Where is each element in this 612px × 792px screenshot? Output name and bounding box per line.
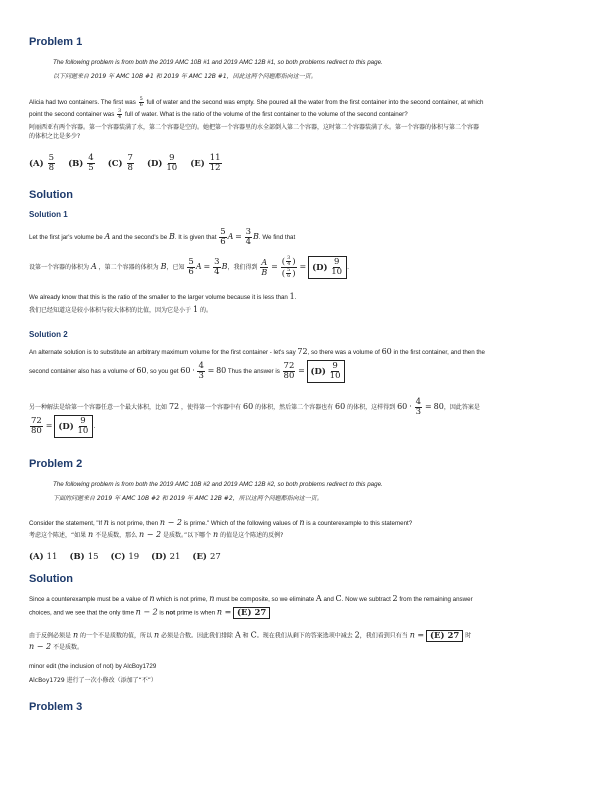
problem-2-choices [29, 552, 233, 562]
stmt-text: full of water and the second was empty. She poured all the water from the first container into the second container, at which [146, 99, 484, 107]
stmt-text: full of water. What is the ratio of the volume of the first container to the volume of the second container? [124, 111, 408, 119]
problem-2-solution-line2: choices, and we see that the only time n − 2 is not prime is when n = (E) 27 [29, 607, 270, 619]
problem-1-note-en: The following problem is from both the 2019 AMC 10B #1 and 2019 AMC 12B #1, so both problems redirect to this page. [53, 59, 383, 66]
choice-d: (D) 21 [151, 552, 181, 562]
solution-1-tail-en: We already know that this is the ratio of the smaller to the larger volume because it is less than 1. [29, 292, 297, 301]
problem-1-statement-line1 [29, 97, 483, 108]
solution-2-section-heading: Solution [29, 573, 73, 585]
fraction-3-4: $\frac{3}{4}$ [118, 108, 122, 120]
choice-d: (D) $\frac{9}{10}$ [146, 153, 178, 173]
problem-2-solution-zh2: n − 2 不是质数。 [29, 642, 83, 651]
choice-e: (E) $\frac{11}{12}$ [190, 153, 221, 173]
problem-1-note-zh: 以下问题来自 2019 年 AMC 10B #1 和 2019 年 AMC 12B #1，因此这两个问题都指向这一页。 [53, 73, 317, 80]
choice-e: (E) 27 [192, 552, 221, 562]
answer-box-e: (E) 27 [233, 607, 270, 619]
answer-box-d: (D) $\frac{9}{10}$ [308, 256, 347, 279]
solution-heading: Solution [29, 189, 73, 201]
solution-1-line2-zh: 设第一个容器的体积为 A ，第二个容器的体积为 B，已知 $\frac{5}{6}$ A = $\frac{3}{4}$ B，我们得到 $\frac{A}{B}$ = ( $\frac{3}{4}$ ) ( $\frac{5}{6}$ ) = (D) $\frac{9}{10}$ . [29, 255, 349, 279]
problem-2-note-en: The following problem is from both the 2019 AMC 10B #2 and 2019 AMC 12B #2, so both problems redirect to this page. [53, 481, 383, 488]
solution-1-tail-zh: 我们已经知道这是较小体积与较大体积的比值，因为它是小于 1 的。 [29, 305, 212, 314]
solution-2-heading: Solution 2 [29, 330, 68, 339]
answer-box-d-3: (D) $\frac{9}{10}$ [54, 415, 93, 438]
fraction-5-6: $\frac{5}{6}$ [139, 96, 143, 108]
choice-a: (A) 11 [29, 552, 58, 562]
choice-b: (B) 15 [69, 552, 99, 562]
solution-2-line2: second container also has a volume of 60, so you get 60 · $\frac{4}{3}$ = 80 Thus the answer is $\frac{72}{80}$ = (D) $\frac{9}{10}$ [29, 360, 345, 383]
choice-c: (C) 19 [110, 552, 140, 562]
solution-1-line1: Let the first jar's volume be A and the second's be B. It is given that $\frac{5}{6}$ A = $\frac{3}{4}$ B. We find that [29, 227, 296, 247]
problem-1-heading: Problem 1 [29, 36, 83, 48]
problem-2-solution-zh1: 由于反例必须是 n 的一个不是质数的值，所以 n 必须是合数。因此我们排除 A 和 C。现在我们从剩下的答案选项中减去 2，我们看到只有当 n = (E) 27 时 [29, 630, 472, 641]
solution-2-line1: An alternate solution is to substitute an arbitrary maximum volume for the first container - let's say 72, so there was a volume of 60 in the first container, and then the [29, 347, 485, 356]
stmt-text: Alicia had two containers. The first was [29, 99, 136, 107]
problem-1-choices [29, 154, 235, 173]
solution-1-heading: Solution 1 [29, 210, 68, 219]
problem-2-note-zh: 下面的问题来自 2019 年 AMC 10B #2 和 2019 年 AMC 12B #2，所以这两个问题都指向这一页。 [53, 495, 323, 502]
choice-c: (C) $\frac{7}{8}$ [107, 153, 133, 173]
answer-box-e-zh: (E) 27 [426, 630, 463, 642]
problem-2-heading: Problem 2 [29, 458, 83, 470]
problem-3-heading: Problem 3 [29, 701, 83, 713]
problem-2-solution-line1: Since a counterexample must be a value of n which is not prime, n must be composite, so we eliminate A and C. Now we subtract 2 from the remaining answer [29, 594, 473, 603]
solution-2-zh-line2: $\frac{72}{80}$ = (D) $\frac{9}{10}$ . [31, 416, 96, 436]
edit-note-zh: AlcBoy1729 进行了一次小修改（添加了“不”） [29, 677, 157, 684]
problem-1-statement-zh2: 的体积之比是多少? [29, 133, 81, 140]
stmt-text: point the second container was [29, 111, 115, 119]
choice-a: (A) $\frac{5}{8}$ [29, 153, 55, 173]
problem-1-statement-zh1: 阿丽西亚有两个容器。第一个容器装满了水，第二个容器是空的。她把第一个容器里的水全部倒入第二个容器，这时第二个容器装满了水。第一个容器的体积与第二个容器 [29, 124, 480, 131]
problem-2-statement-zh: 考虑这个陈述，“如果 n 不是质数，那么 n − 2 是质数。”以下哪个 n 的值是这个陈述的反例? [29, 530, 284, 539]
solution-2-zh-line1: 另一种解法是给第一个容器任意一个最大体积，比如 72 ，使得第一个容器中有 60 的体积，然后第二个容器也有 60 的体积，这样得到 60 · $\frac{4}{3}$ = 80，因此答案是 [29, 397, 480, 417]
edit-note-en: minor edit (the inclusion of not) by AlcBoy1729 [29, 663, 157, 670]
choice-b: (B) $\frac{4}{5}$ [68, 153, 94, 173]
problem-1-statement-line2 [29, 109, 408, 120]
problem-2-statement-en: Consider the statement, "If n is not prime, then n − 2 is prime." Which of the following values of n is a counterexample to this statement? [29, 518, 413, 527]
answer-box-d-2: (D) $\frac{9}{10}$ [307, 360, 346, 383]
